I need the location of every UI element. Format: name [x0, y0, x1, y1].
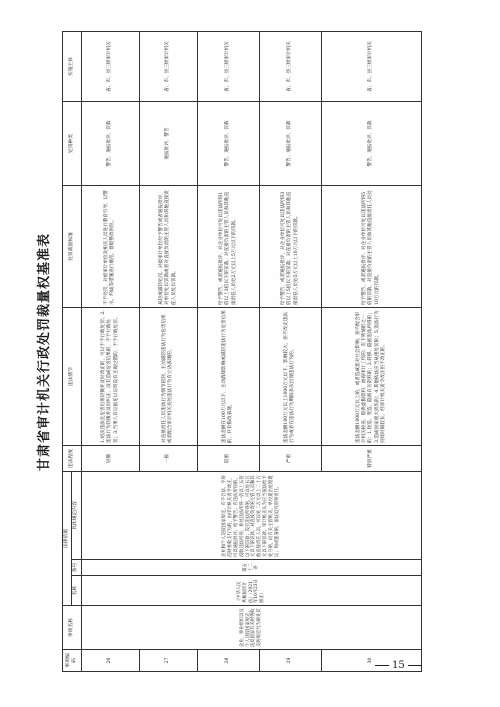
review-cell: 警告，通报批评，罚款: [197, 101, 259, 185]
row-code: 26: [81, 650, 139, 672]
severity-cell: 轻微: [81, 445, 139, 471]
standard-cell: 不予处罚，对被审计单位及相关人员进行教育引导，以警示、约谈等措施进行规范，督促整改到位。: [81, 185, 139, 307]
review-cell: 通报批评，警告: [139, 101, 197, 185]
body-cell: 省、市、县三级审计机关: [259, 31, 321, 101]
row-code: 29: [259, 650, 321, 672]
col-text: 具体规定内容: [72, 471, 81, 559]
page-number-text: 15: [392, 660, 405, 671]
row-code: 27: [139, 650, 197, 672]
body-cell: 省、市、县三级审计机关: [139, 31, 197, 101]
standard-cell: 给予警告，或者通报批评，对企业单位可处以违法所得5倍的罚款，对直接负责的主管人员和其他直接责任人员处10万元的罚款。: [321, 185, 421, 307]
col-standard: 处罚裁量标准: [63, 185, 82, 307]
body-cell: 省、市、县三级审计机关: [197, 31, 259, 101]
circumstance-cell: 1.初次违法且危害后果轻微并及时改正的，可以不予行政处罚；2.违法行为轻微并及时纠正，没有造成危害后果的，不予行政处罚；3.当事人有证据足以证明没有主观过错的，不予行政处罚。: [81, 307, 139, 445]
penalty-table: [62, 31, 422, 672]
body-cell: 省、市、县三级审计机关: [81, 31, 139, 101]
dash-right: [408, 665, 422, 666]
row-code: 30: [321, 650, 421, 672]
dash-left: [375, 665, 389, 666]
item-name-cell: 企业、事业组织以及个人违反国家规定，违反国家有关财务收支的规定行为的处罚: [81, 606, 421, 650]
severity-cell: 一般: [139, 445, 197, 471]
severity-cell: 严重: [259, 445, 321, 471]
col-law-name: 名称: [72, 576, 81, 606]
page-title: 甘肃省审计机关行政处罚裁量权基准表: [37, 233, 52, 472]
col-body: 实施主体: [63, 31, 82, 101]
rotated-table-region: [34, 32, 466, 672]
provision-text-cell: 企业和个人违反国家规定，有不合法、不规范财务收支行为的，由审计机关责令改正，可以通报批评，给予警告；有违法所得的，没收违法所得，并处违法所得一倍以上五倍以下的罚款；没有违法所得的，可以处五万元以下的罚款。对直接负责的主管人员和其他直接责任人员，可以处二万元以上二十万元以下的罚款。审计机关认为应当依法给予处分的，向有关主管机关、单位提出处理建议；构成犯罪的，依法追究刑事责任。: [81, 471, 421, 559]
law-name-cell: 《中华人民共和国审计法》（2021年10月23日修正）: [81, 576, 421, 606]
severity-cell: 特别严重: [321, 445, 421, 471]
body-cell: 省、市、县三级审计机关: [321, 31, 421, 101]
table-row: [81, 31, 139, 671]
article-cell: 第五十二条: [81, 560, 421, 576]
review-cell: 警告，通报批评，罚款: [81, 101, 139, 185]
col-item-name: 事项名称: [63, 606, 82, 650]
col-severity: 违法程度: [63, 445, 82, 471]
circumstance-cell: 违法金额在100万元以下，主动消除影响或减轻违法行为危害后果的，并有悔改表现。: [197, 307, 259, 445]
col-circumstance: 违法情节: [63, 307, 82, 445]
circumstance-cell: 违法金额100万元以上1000万元以下，影响较大，拒不改正违法行为或者在违法行为期间多次出现违法行为的。: [259, 307, 321, 445]
severity-cell: 较重: [197, 445, 259, 471]
page-number: [372, 660, 425, 671]
col-review: 处罚种类: [63, 101, 82, 185]
table-header-row: [63, 31, 72, 671]
standard-cell: 从轻或减轻处罚，对被审计单位给予警告或者通报批评，对单位处以罚款或者对直接负责的主管人员和其他直接责任人员处以罚款。: [139, 185, 197, 307]
col-basis-group: 法律依据: [63, 471, 72, 605]
circumstance-cell: 对直接责任人员违法行为情节较轻，主动减轻违法行为危害后果或者配合审计机关查处违法行为有立功表现的。: [139, 307, 197, 445]
col-code: 事项编码: [63, 650, 82, 672]
review-cell: 警告，通报批评，罚款: [321, 101, 421, 185]
col-article: 条号: [72, 560, 81, 576]
standard-cell: 给予警告，或者通报批评，对企业单位可处以违法所得1倍以上3倍以下的罚款，对直接负责的主管人员和其他直接责任人员处2万元以上5万元以下的罚款。: [197, 185, 259, 307]
row-code: 28: [197, 650, 259, 672]
circumstance-cell: 违法金额1000万元以上的，或者造成恶劣社会影响，拒不配合审计机关检查，提供虚假资料，妨碍审计工作的；有下列情形之一的：1.伪造、变造、隐匿有关资料的；2.转移、隐匿违法所得的；3.造成国家重大损失的；4.其他依法应当从重处罚的；5.违法行为持续时间较长，经审计机关责令改正拒不改正的。: [321, 307, 421, 445]
standard-cell: 给予警告，或者通报批评，对企业单位可处以违法所得3倍以上5倍以下的罚款，对直接负责的主管人员和其他直接责任人员处5万元以上10万元以下的罚款。: [259, 185, 321, 307]
review-cell: 警告，通报批评，罚款: [259, 101, 321, 185]
